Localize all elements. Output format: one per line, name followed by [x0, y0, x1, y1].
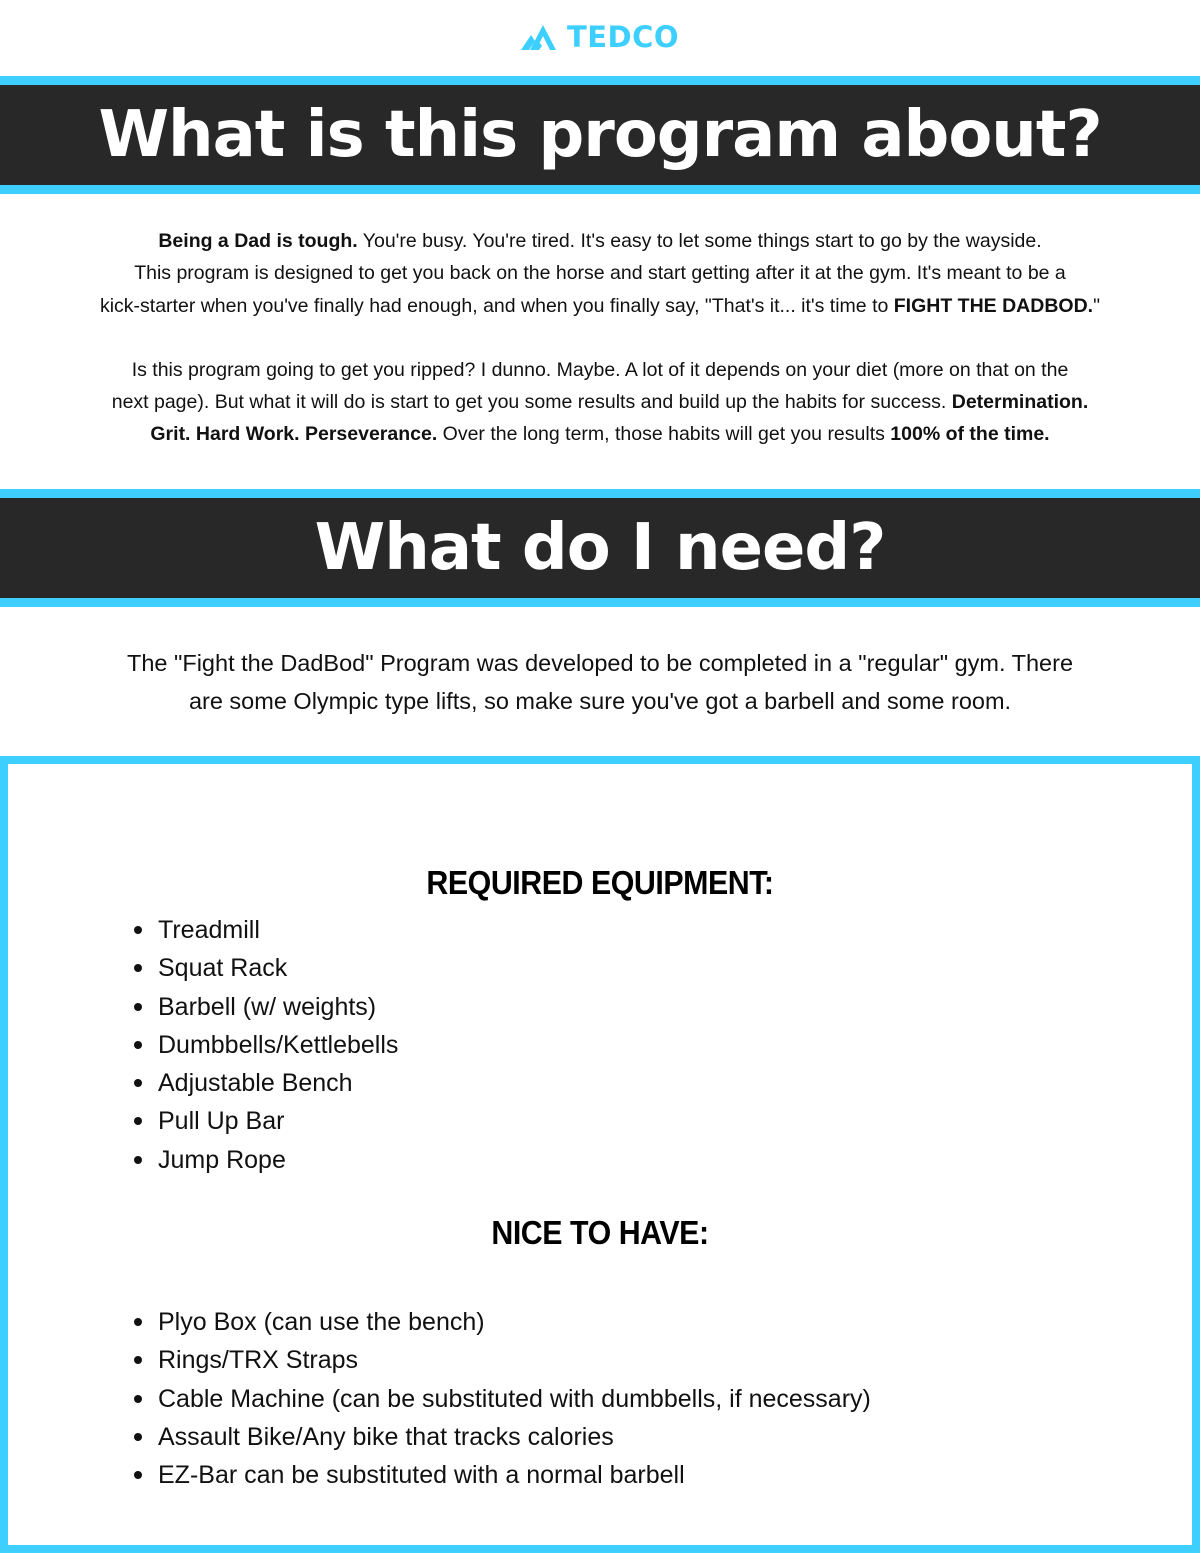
- nice-to-have-list: [158, 1303, 871, 1494]
- about-paragraph-1-line-3: [0, 290, 1200, 322]
- bullet-icon: [134, 1117, 142, 1125]
- bold-text: Being a Dad is tough.: [158, 230, 358, 252]
- bullet-icon: [134, 1356, 142, 1364]
- list-item-label: Rings/TRX Straps: [158, 1346, 359, 1375]
- body-text: kick-starter when you've finally had enough, and when you finally say, "That's it... it's time to: [99, 294, 894, 317]
- list-item-label: Jump Rope: [158, 1145, 286, 1174]
- about-body: [0, 225, 1200, 451]
- list-item: [158, 1341, 871, 1379]
- section-title-need: What do I need?: [314, 511, 886, 585]
- section-banner-about: [0, 76, 1200, 194]
- list-item: [158, 988, 398, 1026]
- need-line-1: The "Fight the DadBod" Program was developed to be completed in a "regular" gym. There: [126, 650, 1074, 676]
- bold-text: Determination.: [951, 391, 1089, 414]
- about-paragraph-2-line-2: [0, 386, 1200, 418]
- bullet-icon: [134, 1433, 142, 1441]
- list-item: [158, 1102, 398, 1140]
- bullet-icon: [134, 1318, 142, 1326]
- bullet-icon: [134, 964, 142, 972]
- bullet-icon: [134, 1003, 142, 1011]
- list-item-label: Barbell (w/ weights): [158, 992, 377, 1021]
- list-item: [158, 1141, 398, 1179]
- bold-text: Grit. Hard Work. Perseverance.: [150, 423, 438, 446]
- list-item: [158, 1064, 398, 1102]
- about-paragraph-1-line-1: [0, 225, 1200, 257]
- brand-logo: [0, 20, 1200, 54]
- list-item-label: Adjustable Bench: [158, 1069, 353, 1098]
- bold-text: FIGHT THE DADBOD.: [893, 294, 1094, 317]
- bullet-icon: [134, 926, 142, 934]
- list-item-label: Plyo Box (can use the bench): [158, 1308, 485, 1336]
- need-body: [0, 644, 1200, 720]
- list-item: [158, 1418, 871, 1456]
- list-item: [158, 911, 398, 949]
- list-item-label: Squat Rack: [158, 954, 288, 983]
- bold-text: 100% of the time.: [890, 423, 1050, 446]
- list-item: [158, 1456, 871, 1494]
- bullet-icon: [134, 1079, 142, 1087]
- about-paragraph-2-line-3: [0, 418, 1200, 450]
- list-item-label: Assault Bike/Any bike that tracks calories: [158, 1422, 614, 1451]
- nice-to-have-heading: NICE TO HAVE:: [491, 1214, 709, 1251]
- about-paragraph-1-line-2: This program is designed to get you back on the horse and start getting after it at the gym. It's meant to be a: [134, 262, 1066, 285]
- list-item: [158, 949, 398, 987]
- list-item-label: Pull Up Bar: [158, 1107, 285, 1136]
- section-banner-need: [0, 489, 1200, 607]
- required-equipment-heading: REQUIRED EQUIPMENT:: [426, 864, 774, 901]
- bullet-icon: [134, 1156, 142, 1164]
- list-item-label: Cable Machine (can be substituted with dumbbells, if necessary): [158, 1384, 871, 1413]
- section-title-about: What is this program about?: [98, 98, 1102, 172]
- mountain-logo-icon: [521, 23, 565, 51]
- bullet-icon: [134, 1041, 142, 1049]
- equipment-box: [0, 756, 1200, 1553]
- list-item: [158, 1303, 871, 1341]
- body-text: You're busy. You're tired. It's easy to let some things start to go by the wayside.: [357, 230, 1042, 252]
- list-item-label: EZ-Bar can be substituted with a normal barbell: [158, 1461, 685, 1490]
- body-text: Over the long term, those habits will get you results: [437, 423, 891, 446]
- bullet-icon: [134, 1471, 142, 1479]
- list-item-label: Dumbbells/Kettlebells: [158, 1030, 399, 1059]
- body-text: next page). But what it will do is start to get you some results and build up the habits for success.: [111, 391, 952, 414]
- body-text: ": [1093, 294, 1101, 317]
- list-item: [158, 1380, 871, 1418]
- logo-text: TEDCO: [566, 20, 680, 54]
- required-equipment-list: [158, 911, 398, 1179]
- need-line-2: are some Olympic type lifts, so make sure you've got a barbell and some room.: [188, 688, 1012, 714]
- about-paragraph-2-line-1: Is this program going to get you ripped? I dunno. Maybe. A lot of it depends on your diet (more on that on the: [131, 358, 1069, 381]
- list-item-label: Treadmill: [158, 916, 260, 944]
- paragraph-gap: [0, 322, 1200, 354]
- list-item: [158, 1026, 398, 1064]
- bullet-icon: [134, 1395, 142, 1403]
